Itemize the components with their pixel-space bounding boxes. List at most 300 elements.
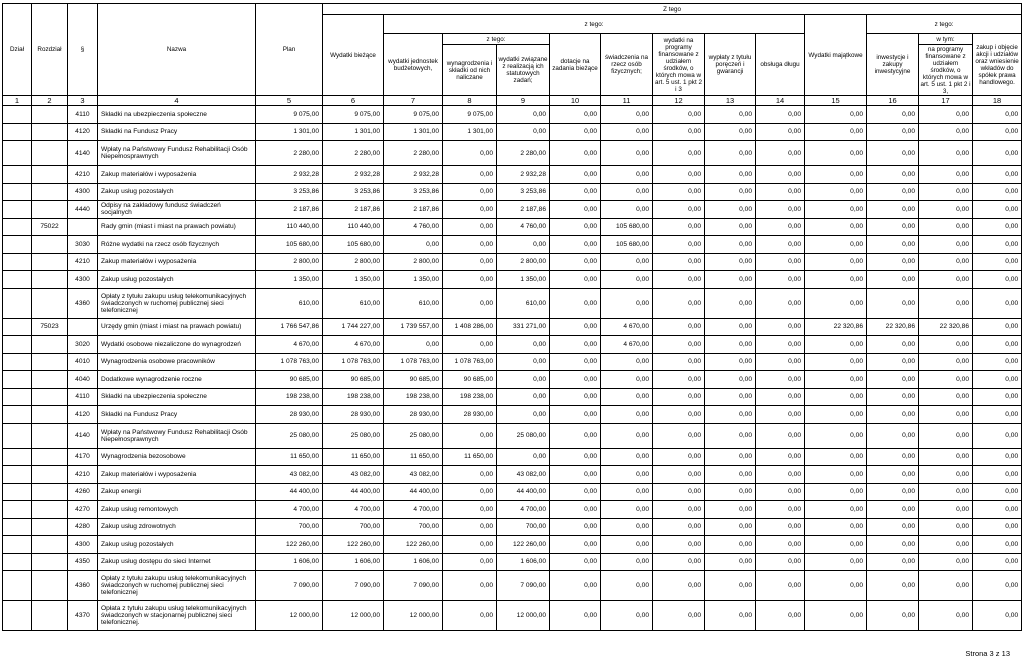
value-cell: 44 400,00 xyxy=(323,483,384,501)
column-number: 1 xyxy=(3,96,32,106)
value-cell: 0,00 xyxy=(973,518,1022,536)
paragraf-cell: 4120 xyxy=(68,123,98,141)
column-number: 15 xyxy=(805,96,867,106)
value-cell: 0,00 xyxy=(653,466,705,484)
value-cell: 0,00 xyxy=(756,483,805,501)
value-cell: 2 280,00 xyxy=(256,141,323,166)
value-cell: 4 700,00 xyxy=(256,501,323,519)
header-wydatki-zwiazane: wydatki związane z realizacją ich statutowych zadań; xyxy=(497,45,550,96)
value-cell: 4 760,00 xyxy=(384,218,443,236)
paragraf-cell: 4140 xyxy=(68,141,98,166)
value-cell: 0,00 xyxy=(867,371,919,389)
value-cell: 28 930,00 xyxy=(384,406,443,424)
column-number: 17 xyxy=(919,96,973,106)
value-cell: 122 260,00 xyxy=(384,536,443,554)
value-cell: 0,00 xyxy=(653,483,705,501)
paragraf-cell xyxy=(68,218,98,236)
table-header xyxy=(3,4,1022,106)
nazwa-cell: Wynagrodzenia osobowe pracowników xyxy=(98,353,256,371)
value-cell: 105 680,00 xyxy=(601,236,653,254)
value-cell: 0,00 xyxy=(973,253,1022,271)
value-cell: 0,00 xyxy=(756,601,805,631)
header-w-tym: w tym: xyxy=(919,34,973,45)
dzial-cell xyxy=(3,601,32,631)
nazwa-cell: Zakup energii xyxy=(98,483,256,501)
value-cell: 0,00 xyxy=(805,183,867,201)
column-number: 12 xyxy=(653,96,705,106)
value-cell: 44 400,00 xyxy=(256,483,323,501)
value-cell: 0,00 xyxy=(805,336,867,354)
value-cell: 0,00 xyxy=(705,271,756,289)
table-row xyxy=(3,601,1022,631)
value-cell: 0,00 xyxy=(867,183,919,201)
value-cell: 0,00 xyxy=(756,183,805,201)
value-cell: 0,00 xyxy=(601,123,653,141)
paragraf-cell: 4440 xyxy=(68,201,98,219)
value-cell: 2 800,00 xyxy=(497,253,550,271)
value-cell: 0,00 xyxy=(867,288,919,318)
value-cell: 7 090,00 xyxy=(256,571,323,601)
value-cell: 198 238,00 xyxy=(256,388,323,406)
value-cell: 0,00 xyxy=(653,166,705,184)
value-cell: 0,00 xyxy=(973,106,1022,124)
value-cell: 0,00 xyxy=(443,253,497,271)
rozdzial-cell xyxy=(32,336,68,354)
nazwa-cell: Opłaty z tytułu zakupu usług telekomunikacyjnych świadczonych w ruchomej publicznej sieci telefonicznej xyxy=(98,288,256,318)
value-cell: 0,00 xyxy=(756,201,805,219)
value-cell: 0,00 xyxy=(867,106,919,124)
header-z-tego-right: z tego: xyxy=(867,15,1022,34)
value-cell: 4 700,00 xyxy=(323,501,384,519)
value-cell: 0,00 xyxy=(867,448,919,466)
rozdzial-cell xyxy=(32,271,68,289)
value-cell: 0,00 xyxy=(919,388,973,406)
table-row xyxy=(3,141,1022,166)
value-cell: 0,00 xyxy=(756,536,805,554)
table-row xyxy=(3,236,1022,254)
value-cell: 0,00 xyxy=(705,571,756,601)
nazwa-cell: Różne wydatki na rzecz osób fizycznych xyxy=(98,236,256,254)
value-cell: 0,00 xyxy=(867,236,919,254)
value-cell: 0,00 xyxy=(973,271,1022,289)
value-cell: 0,00 xyxy=(756,501,805,519)
paragraf-cell: 3020 xyxy=(68,336,98,354)
value-cell: 3 253,86 xyxy=(256,183,323,201)
value-cell: 0,00 xyxy=(805,353,867,371)
value-cell: 1 408 286,00 xyxy=(443,318,497,336)
value-cell: 0,00 xyxy=(705,406,756,424)
value-cell: 0,00 xyxy=(805,601,867,631)
value-cell: 0,00 xyxy=(705,318,756,336)
rozdzial-cell xyxy=(32,406,68,424)
paragraf-cell: 4010 xyxy=(68,353,98,371)
value-cell: 9 075,00 xyxy=(443,106,497,124)
column-number: 13 xyxy=(705,96,756,106)
value-cell: 105 680,00 xyxy=(256,236,323,254)
paragraf-cell: 4300 xyxy=(68,183,98,201)
value-cell: 0,00 xyxy=(756,406,805,424)
rozdzial-cell xyxy=(32,571,68,601)
table-row xyxy=(3,571,1022,601)
value-cell: 0,00 xyxy=(443,236,497,254)
paragraf-cell: 4210 xyxy=(68,253,98,271)
value-cell: 28 930,00 xyxy=(256,406,323,424)
value-cell: 0,00 xyxy=(550,536,601,554)
table-row xyxy=(3,388,1022,406)
value-cell: 0,00 xyxy=(973,318,1022,336)
value-cell: 0,00 xyxy=(973,601,1022,631)
value-cell: 0,00 xyxy=(550,571,601,601)
value-cell: 0,00 xyxy=(601,288,653,318)
value-cell: 0,00 xyxy=(601,271,653,289)
nazwa-cell: Zakup usług dostępu do sieci Internet xyxy=(98,553,256,571)
value-cell: 0,00 xyxy=(805,388,867,406)
value-cell: 0,00 xyxy=(705,536,756,554)
value-cell: 4 670,00 xyxy=(601,336,653,354)
value-cell: 2 187,86 xyxy=(384,201,443,219)
value-cell: 11 650,00 xyxy=(443,448,497,466)
column-number: 14 xyxy=(756,96,805,106)
value-cell: 25 080,00 xyxy=(497,423,550,448)
header-wyplaty: wypłaty z tytułu poręczeń i gwarancji xyxy=(705,34,756,96)
value-cell: 0,00 xyxy=(919,201,973,219)
rozdzial-cell xyxy=(32,518,68,536)
value-cell: 0,00 xyxy=(973,288,1022,318)
value-cell: 0,00 xyxy=(756,253,805,271)
value-cell: 198 238,00 xyxy=(443,388,497,406)
value-cell: 0,00 xyxy=(756,571,805,601)
paragraf-cell: 4210 xyxy=(68,466,98,484)
column-number: 3 xyxy=(68,96,98,106)
value-cell: 0,00 xyxy=(653,218,705,236)
value-cell: 0,00 xyxy=(756,141,805,166)
table-row xyxy=(3,183,1022,201)
value-cell: 0,00 xyxy=(601,483,653,501)
table-row xyxy=(3,288,1022,318)
value-cell: 1 606,00 xyxy=(323,553,384,571)
nazwa-cell: Wpłaty na Państwowy Fundusz Rehabilitacji Osób Niepełnosprawnych xyxy=(98,423,256,448)
value-cell: 0,00 xyxy=(550,353,601,371)
table-row xyxy=(3,336,1022,354)
value-cell: 0,00 xyxy=(973,553,1022,571)
value-cell: 0,00 xyxy=(756,106,805,124)
value-cell: 0,00 xyxy=(973,536,1022,554)
table-row xyxy=(3,448,1022,466)
value-cell: 0,00 xyxy=(601,253,653,271)
value-cell: 331 271,00 xyxy=(497,318,550,336)
value-cell: 0,00 xyxy=(805,141,867,166)
value-cell: 2 280,00 xyxy=(497,141,550,166)
value-cell: 0,00 xyxy=(653,501,705,519)
column-number-row xyxy=(3,96,1022,106)
value-cell: 0,00 xyxy=(705,518,756,536)
value-cell: 0,00 xyxy=(805,501,867,519)
table-row xyxy=(3,371,1022,389)
value-cell: 0,00 xyxy=(867,166,919,184)
value-cell: 0,00 xyxy=(550,141,601,166)
rozdzial-cell xyxy=(32,388,68,406)
value-cell: 90 685,00 xyxy=(323,371,384,389)
value-cell: 1 350,00 xyxy=(497,271,550,289)
value-cell: 4 670,00 xyxy=(256,336,323,354)
value-cell: 0,00 xyxy=(443,466,497,484)
value-cell: 0,00 xyxy=(705,501,756,519)
header-programy-mat: na programy finansowane z udziałem środków, o których mowa w art. 5 ust. 1 pkt 2 i 3, xyxy=(920,45,971,95)
value-cell: 0,00 xyxy=(705,466,756,484)
value-cell: 0,00 xyxy=(550,466,601,484)
nazwa-cell: Zakup materiałów i wyposażenia xyxy=(98,253,256,271)
value-cell: 0,00 xyxy=(497,336,550,354)
column-number: 5 xyxy=(256,96,323,106)
rozdzial-cell xyxy=(32,106,68,124)
value-cell: 0,00 xyxy=(705,288,756,318)
table-row xyxy=(3,318,1022,336)
paragraf-cell: 4360 xyxy=(68,288,98,318)
column-number: 11 xyxy=(601,96,653,106)
value-cell: 0,00 xyxy=(653,271,705,289)
rozdzial-cell xyxy=(32,123,68,141)
dzial-cell xyxy=(3,501,32,519)
table-row xyxy=(3,106,1022,124)
value-cell: 0,00 xyxy=(550,253,601,271)
value-cell: 0,00 xyxy=(867,271,919,289)
value-cell: 0,00 xyxy=(550,336,601,354)
value-cell: 0,00 xyxy=(919,288,973,318)
value-cell: 0,00 xyxy=(653,371,705,389)
dzial-cell xyxy=(3,288,32,318)
value-cell: 0,00 xyxy=(805,406,867,424)
dzial-cell xyxy=(3,201,32,219)
value-cell: 0,00 xyxy=(919,423,973,448)
value-cell: 0,00 xyxy=(973,466,1022,484)
value-cell: 0,00 xyxy=(867,406,919,424)
value-cell: 0,00 xyxy=(756,518,805,536)
value-cell: 9 075,00 xyxy=(256,106,323,124)
value-cell: 0,00 xyxy=(384,336,443,354)
value-cell: 0,00 xyxy=(756,123,805,141)
paragraf-cell: 4360 xyxy=(68,571,98,601)
value-cell: 0,00 xyxy=(973,406,1022,424)
rozdzial-cell xyxy=(32,601,68,631)
header-wydatki-jednostek: wydatki jednostek budżetowych, xyxy=(384,34,443,96)
table-row xyxy=(3,166,1022,184)
table-row xyxy=(3,201,1022,219)
value-cell: 1 301,00 xyxy=(256,123,323,141)
value-cell: 0,00 xyxy=(805,448,867,466)
value-cell: 2 187,86 xyxy=(256,201,323,219)
value-cell: 0,00 xyxy=(653,571,705,601)
value-cell: 0,00 xyxy=(805,483,867,501)
value-cell: 0,00 xyxy=(497,353,550,371)
value-cell: 0,00 xyxy=(973,448,1022,466)
dzial-cell xyxy=(3,106,32,124)
dzial-cell xyxy=(3,271,32,289)
header-wynagrodzenia: wynagrodzenia i składki od nich naliczane xyxy=(443,45,497,96)
value-cell: 7 090,00 xyxy=(384,571,443,601)
header-z-tego-top: Z tego xyxy=(323,4,1022,15)
value-cell: 0,00 xyxy=(550,518,601,536)
value-cell: 1 606,00 xyxy=(384,553,443,571)
dzial-cell xyxy=(3,123,32,141)
value-cell: 0,00 xyxy=(756,166,805,184)
value-cell: 0,00 xyxy=(919,336,973,354)
value-cell: 0,00 xyxy=(497,106,550,124)
value-cell: 0,00 xyxy=(550,318,601,336)
nazwa-cell: Składki na ubezpieczenia społeczne xyxy=(98,106,256,124)
value-cell: 0,00 xyxy=(973,336,1022,354)
value-cell: 0,00 xyxy=(919,501,973,519)
value-cell: 0,00 xyxy=(919,271,973,289)
header-nazwa: Nazwa xyxy=(98,4,256,96)
header-plan: Plan xyxy=(256,4,323,96)
value-cell: 0,00 xyxy=(601,371,653,389)
value-cell: 11 650,00 xyxy=(256,448,323,466)
column-number: 9 xyxy=(497,96,550,106)
value-cell: 2 187,86 xyxy=(323,201,384,219)
value-cell: 0,00 xyxy=(443,601,497,631)
dzial-cell xyxy=(3,423,32,448)
value-cell: 1 078 763,00 xyxy=(256,353,323,371)
value-cell: 0,00 xyxy=(973,123,1022,141)
value-cell: 0,00 xyxy=(384,236,443,254)
value-cell: 700,00 xyxy=(256,518,323,536)
value-cell: 0,00 xyxy=(973,388,1022,406)
paragraf-cell: 4110 xyxy=(68,106,98,124)
rozdzial-cell xyxy=(32,253,68,271)
rozdzial-cell xyxy=(32,483,68,501)
value-cell: 0,00 xyxy=(550,183,601,201)
value-cell: 1 350,00 xyxy=(256,271,323,289)
value-cell: 0,00 xyxy=(919,466,973,484)
value-cell: 0,00 xyxy=(919,166,973,184)
value-cell: 0,00 xyxy=(653,406,705,424)
value-cell: 22 320,86 xyxy=(805,318,867,336)
value-cell: 0,00 xyxy=(653,518,705,536)
value-cell: 0,00 xyxy=(705,218,756,236)
value-cell: 0,00 xyxy=(919,448,973,466)
value-cell: 0,00 xyxy=(867,201,919,219)
value-cell: 0,00 xyxy=(805,166,867,184)
value-cell: 0,00 xyxy=(867,571,919,601)
value-cell: 1 078 763,00 xyxy=(443,353,497,371)
value-cell: 1 350,00 xyxy=(384,271,443,289)
header-inwestycje: inwestycje i zakupy inwestycyjne xyxy=(867,34,919,96)
value-cell: 1 350,00 xyxy=(323,271,384,289)
value-cell: 0,00 xyxy=(705,353,756,371)
value-cell: 11 650,00 xyxy=(323,448,384,466)
value-cell: 0,00 xyxy=(443,201,497,219)
value-cell: 0,00 xyxy=(919,601,973,631)
paragraf-cell: 4350 xyxy=(68,553,98,571)
value-cell: 0,00 xyxy=(601,406,653,424)
value-cell: 0,00 xyxy=(919,371,973,389)
dzial-cell xyxy=(3,166,32,184)
value-cell: 700,00 xyxy=(323,518,384,536)
dzial-cell xyxy=(3,388,32,406)
value-cell: 0,00 xyxy=(443,571,497,601)
value-cell: 0,00 xyxy=(973,423,1022,448)
value-cell: 0,00 xyxy=(601,201,653,219)
dzial-cell xyxy=(3,466,32,484)
value-cell: 0,00 xyxy=(550,406,601,424)
value-cell: 122 260,00 xyxy=(497,536,550,554)
header-dzial: Dział xyxy=(3,4,32,96)
dzial-cell xyxy=(3,253,32,271)
value-cell: 0,00 xyxy=(443,423,497,448)
dzial-cell xyxy=(3,371,32,389)
value-cell: 0,00 xyxy=(653,448,705,466)
rozdzial-cell xyxy=(32,166,68,184)
value-cell: 0,00 xyxy=(550,106,601,124)
value-cell: 0,00 xyxy=(601,388,653,406)
value-cell: 1 301,00 xyxy=(323,123,384,141)
header-swiadczenia: świadczenia na rzecz osób fizycznych; xyxy=(601,34,653,96)
value-cell: 0,00 xyxy=(601,166,653,184)
header-rozdzial: Rozdział xyxy=(32,4,68,96)
paragraf-cell: 4300 xyxy=(68,271,98,289)
rozdzial-cell xyxy=(32,423,68,448)
nazwa-cell: Zakup usług remontowych xyxy=(98,501,256,519)
dzial-cell xyxy=(3,406,32,424)
value-cell: 0,00 xyxy=(919,106,973,124)
value-cell: 2 280,00 xyxy=(384,141,443,166)
value-cell: 0,00 xyxy=(653,318,705,336)
nazwa-cell: Składki na Fundusz Pracy xyxy=(98,406,256,424)
value-cell: 0,00 xyxy=(550,448,601,466)
value-cell: 122 260,00 xyxy=(323,536,384,554)
dzial-cell xyxy=(3,318,32,336)
value-cell: 25 080,00 xyxy=(256,423,323,448)
value-cell: 1 739 557,00 xyxy=(384,318,443,336)
nazwa-cell: Wydatki osobowe niezaliczone do wynagrodzeń xyxy=(98,336,256,354)
dzial-cell xyxy=(3,536,32,554)
value-cell: 0,00 xyxy=(867,388,919,406)
table-row xyxy=(3,406,1022,424)
value-cell: 0,00 xyxy=(601,448,653,466)
table-row xyxy=(3,423,1022,448)
value-cell: 0,00 xyxy=(805,253,867,271)
value-cell: 0,00 xyxy=(867,141,919,166)
paragraf-cell: 4110 xyxy=(68,388,98,406)
value-cell: 7 090,00 xyxy=(323,571,384,601)
value-cell: 0,00 xyxy=(550,288,601,318)
header-obsluga-dlugu: obsługa długu xyxy=(756,34,805,96)
value-cell: 122 260,00 xyxy=(256,536,323,554)
paragraf-cell: 4260 xyxy=(68,483,98,501)
value-cell: 90 685,00 xyxy=(256,371,323,389)
value-cell: 0,00 xyxy=(805,271,867,289)
value-cell: 0,00 xyxy=(601,106,653,124)
paragraf-cell: 4270 xyxy=(68,501,98,519)
table-body xyxy=(3,106,1022,631)
value-cell: 0,00 xyxy=(550,553,601,571)
value-cell: 0,00 xyxy=(919,123,973,141)
value-cell: 0,00 xyxy=(973,183,1022,201)
value-cell: 0,00 xyxy=(550,271,601,289)
value-cell: 0,00 xyxy=(550,483,601,501)
value-cell: 0,00 xyxy=(443,183,497,201)
dzial-cell xyxy=(3,553,32,571)
value-cell: 0,00 xyxy=(805,553,867,571)
value-cell: 0,00 xyxy=(973,371,1022,389)
value-cell: 1 301,00 xyxy=(384,123,443,141)
dzial-cell xyxy=(3,518,32,536)
value-cell: 0,00 xyxy=(919,183,973,201)
table-row xyxy=(3,271,1022,289)
value-cell: 0,00 xyxy=(443,166,497,184)
value-cell: 0,00 xyxy=(653,236,705,254)
nazwa-cell: Składki na ubezpieczenia społeczne xyxy=(98,388,256,406)
